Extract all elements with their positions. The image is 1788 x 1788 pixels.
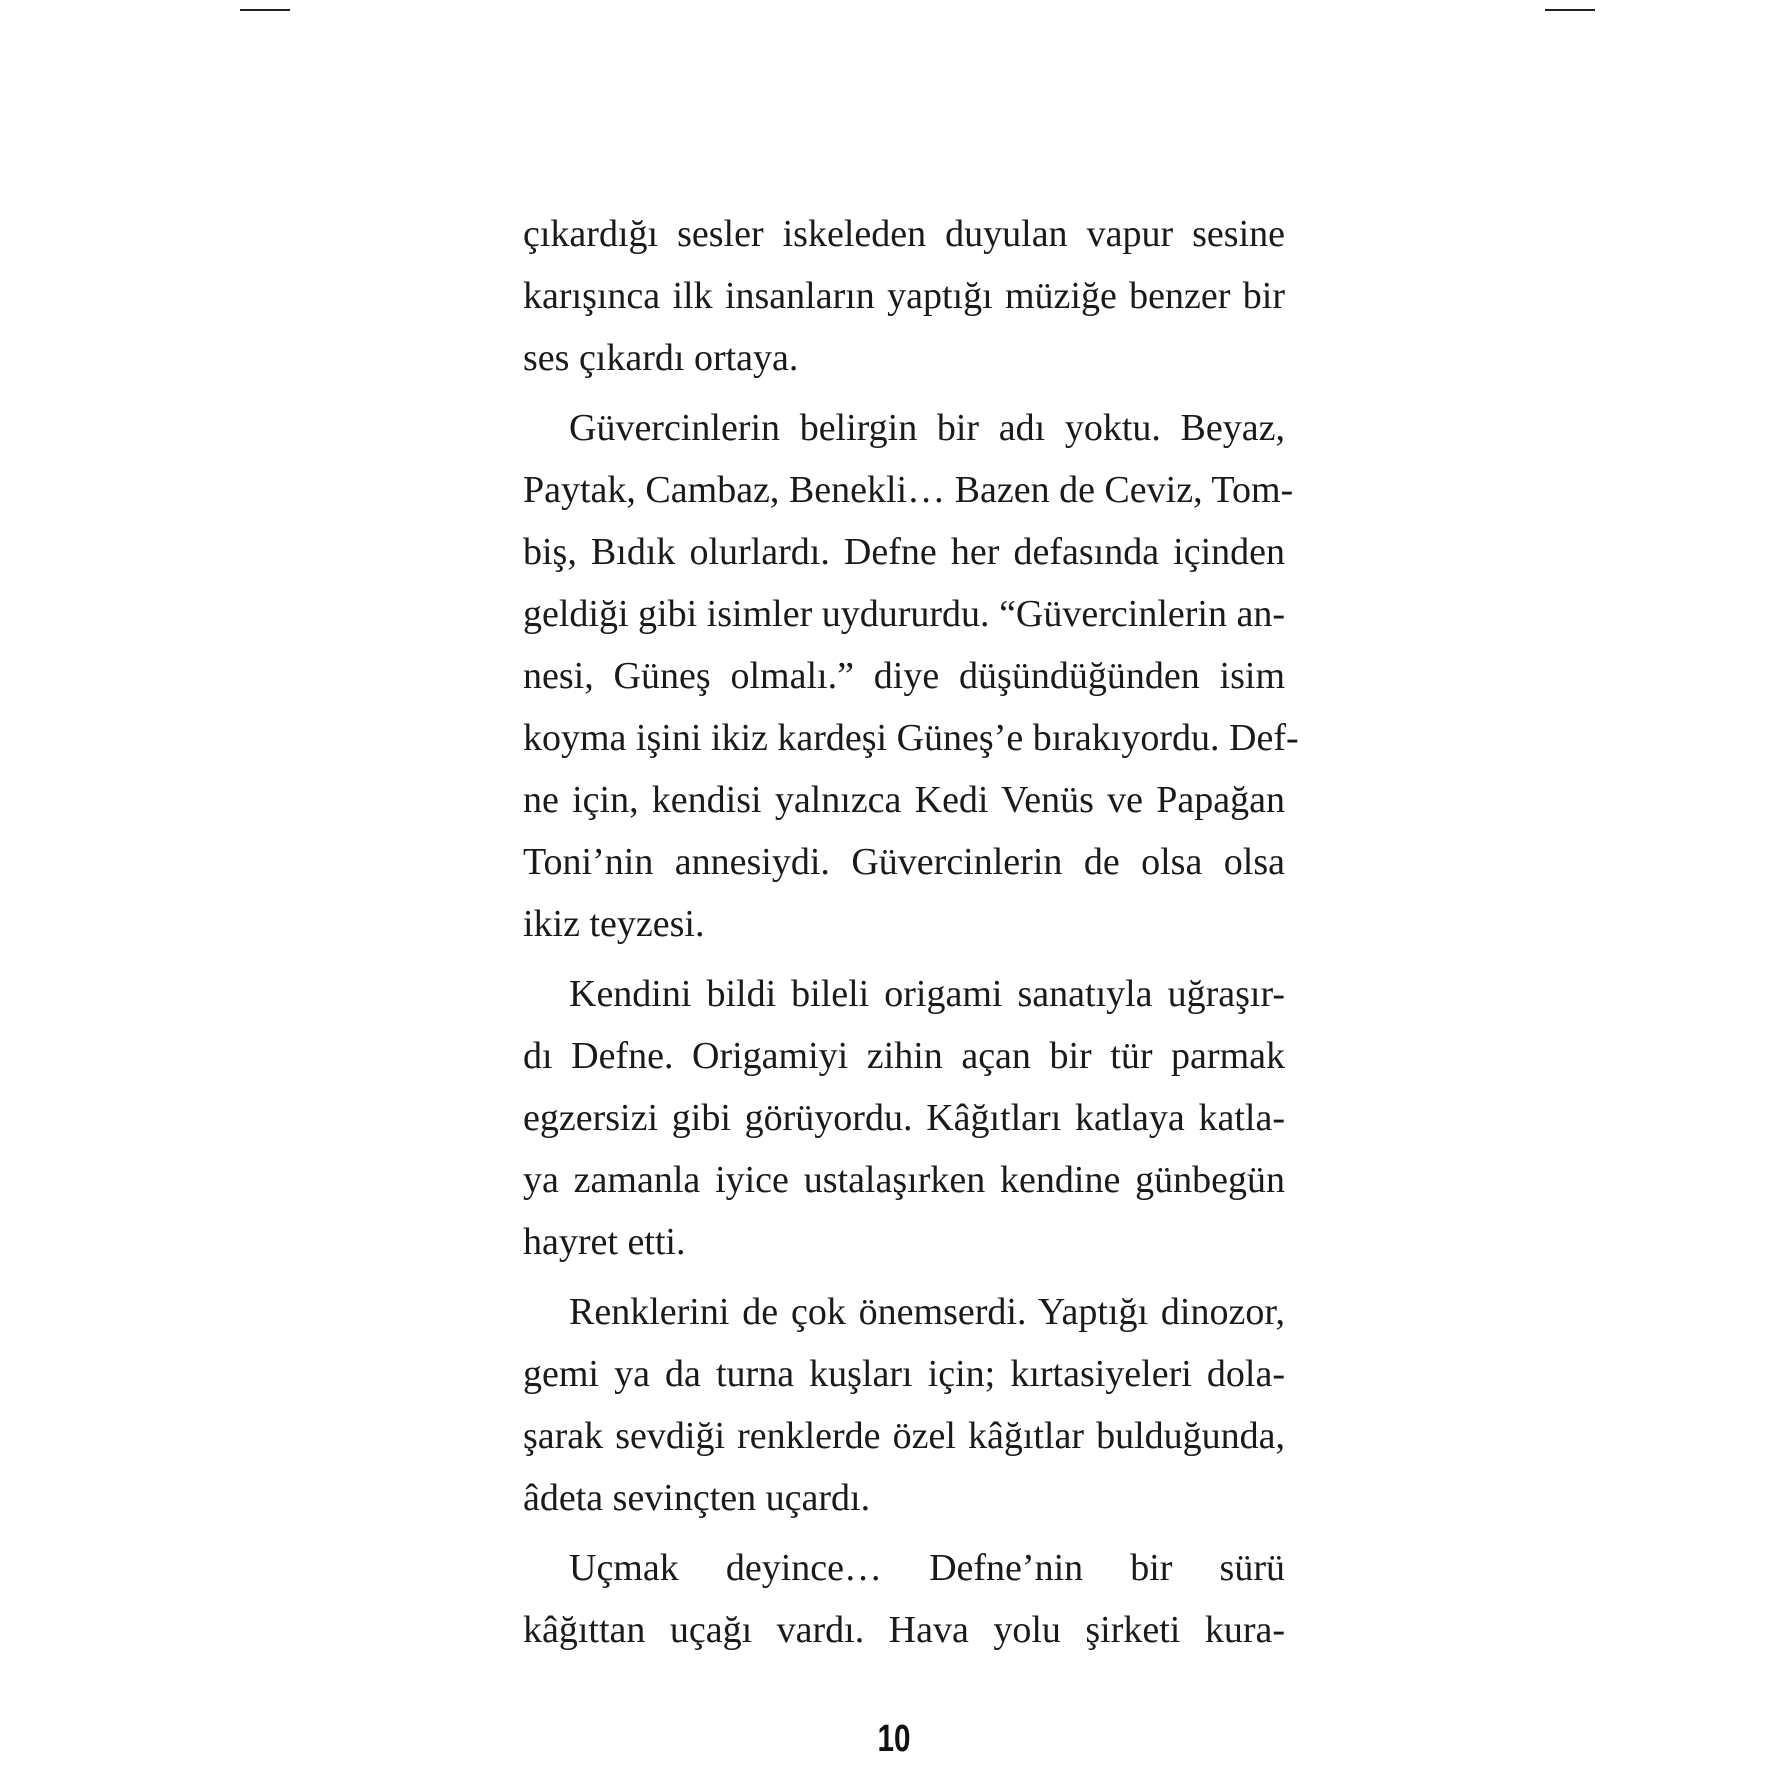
body-text — [523, 203, 1299, 1661]
text-line: Renklerini de çok önemserdi. Yaptığı dinozor, — [569, 1291, 1285, 1333]
text-line: Uçmak deyince… Defne’nin bir sürü — [569, 1547, 1285, 1589]
text-line: koyma işini ikiz kardeşi Güneş’e bırakıyordu. Def- — [523, 717, 1299, 759]
text-line: geldiği gibi isimler uydururdu. “Güvercinlerin an- — [523, 593, 1285, 635]
text-line: Güvercinlerin belirgin bir adı yoktu. Beyaz, — [569, 407, 1285, 449]
text-line: egzersizi gibi görüyordu. Kâğıtları katlaya katla- — [523, 1097, 1285, 1139]
paragraph-4 — [523, 1281, 1285, 1529]
text-line: hayret etti. — [523, 1221, 686, 1263]
text-line: âdeta sevinçten uçardı. — [523, 1477, 871, 1519]
page-number: 10 — [877, 1718, 911, 1760]
text-line: ikiz teyzesi. — [523, 903, 705, 945]
text-line: ses çıkardı ortaya. — [523, 337, 799, 379]
text-line: ya zamanla iyice ustalaşırken kendine günbegün — [523, 1159, 1285, 1201]
text-line: Kendini bildi bileli origami sanatıyla uğraşır- — [569, 973, 1285, 1015]
paragraph-5 — [523, 1537, 1285, 1661]
text-line: dı Defne. Origamiyi zihin açan bir tür parmak — [523, 1035, 1285, 1077]
paragraph-2 — [523, 397, 1299, 955]
text-line: şarak sevdiği renklerde özel kâğıtlar bulduğunda, — [523, 1415, 1285, 1457]
paragraph-3 — [523, 963, 1285, 1273]
text-line: çıkardığı sesler iskeleden duyulan vapur sesine — [523, 213, 1285, 255]
text-line: gemi ya da turna kuşları için; kırtasiyeleri dola- — [523, 1353, 1285, 1395]
paragraph-1 — [523, 203, 1285, 389]
text-line: Toni’nin annesiydi. Güvercinlerin de olsa olsa — [523, 841, 1285, 883]
text-line: ne için, kendisi yalnızca Kedi Venüs ve Papağan — [523, 779, 1285, 821]
text-line: kâğıttan uçağı vardı. Hava yolu şirketi kura- — [523, 1609, 1285, 1651]
text-line: nesi, Güneş olmalı.” diye düşündüğünden isim — [523, 655, 1285, 697]
text-line: biş, Bıdık olurlardı. Defne her defasında içinden — [523, 531, 1285, 573]
text-line: karışınca ilk insanların yaptığı müziğe benzer bir — [523, 275, 1285, 317]
crop-mark-left — [240, 9, 290, 11]
crop-mark-right — [1545, 9, 1595, 11]
text-line: Paytak, Cambaz, Benekli… Bazen de Ceviz, Tom- — [523, 469, 1294, 511]
